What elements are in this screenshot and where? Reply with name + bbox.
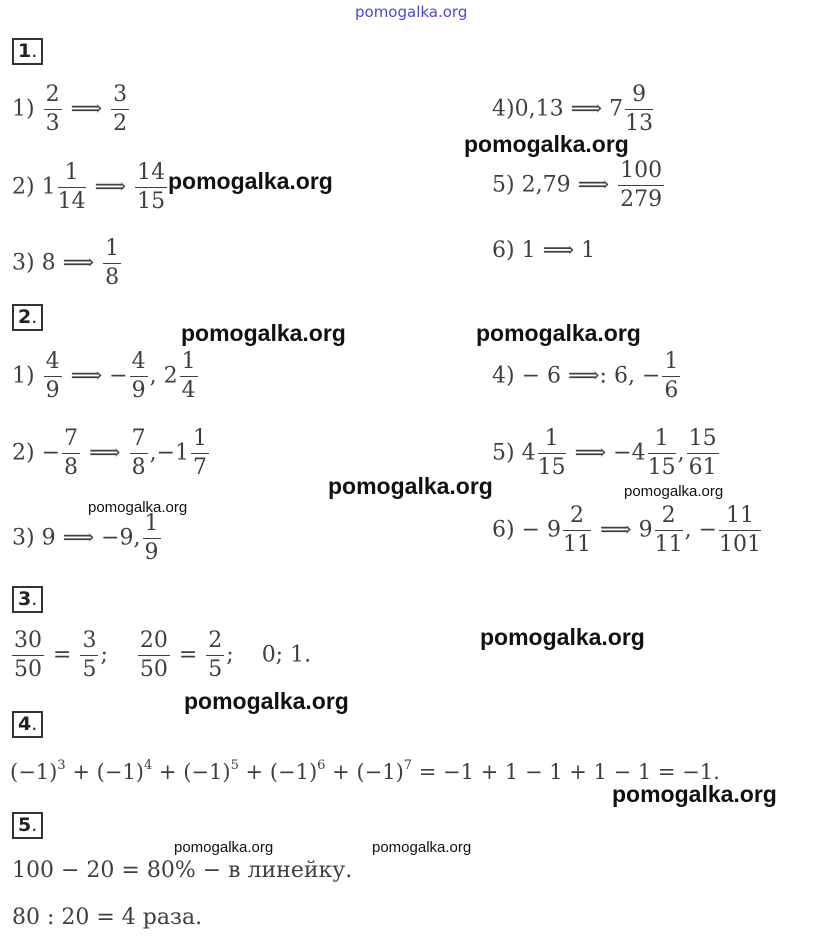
task-3-expression: $\frac{30}{50}$ = $\frac{3}{5}$ ; $\frac{20}{50}$ = $\frac{2}{5}$ ; 0; 1. <box>14 628 312 682</box>
task-1-item-4: 4)0,13 ⟹ 7 $\frac{9}{13}$ <box>492 82 654 136</box>
watermark: pomogalka.org <box>480 624 645 650</box>
watermark: pomogalka.org <box>612 781 777 807</box>
task-5-line-1: 100 − 20 = 80% − в линейку. <box>12 858 353 883</box>
task-2-item-2: 2) − $\frac{7}{8}$ ⟹ $\frac{7}{8}$ ,−1 $\frac{1}{7}$ <box>12 426 208 480</box>
task-2-item-4: 4) − 6 ⟹: 6, − $\frac{1}{6}$ <box>492 349 679 403</box>
task-2-label: 2. <box>12 304 43 331</box>
task-5-line-2: 80 : 20 = 4 раза. <box>12 905 203 930</box>
task-1-item-5: 5) 2,79 ⟹ $\frac{100}{279}$ <box>492 158 663 212</box>
task-2-item-6: 6) − 9 $\frac{2}{11}$ ⟹ 9 $\frac{2}{11}$ , − $\frac{11}{101}$ <box>492 503 761 557</box>
task-2-item-5: 5) 4 $\frac{1}{15}$ ⟹ −4 $\frac{1}{15}$ , $\frac{15}{61}$ <box>492 426 717 480</box>
task-2-item-3: 3) 9 ⟹ −9, $\frac{1}{9}$ <box>12 511 159 565</box>
watermark: pomogalka.org <box>181 320 346 346</box>
watermark: pomogalka.org <box>184 688 349 714</box>
watermark: pomogalka.org <box>174 839 274 856</box>
watermark: pomogalka.org <box>328 473 493 499</box>
watermark: pomogalka.org <box>624 483 724 500</box>
watermark: pomogalka.org <box>476 320 641 346</box>
task-3-label: 3. <box>12 586 43 613</box>
task-4-expression: $(-1)^3 + (-1)^4 + (-1)^5 + (-1)^6 + (-1)^7 = -1 + 1 - 1 + 1 - 1 = -1$. <box>10 758 720 784</box>
watermark: pomogalka.org <box>168 168 333 194</box>
header-watermark: pomogalka.org <box>355 3 468 21</box>
task-1-item-6: 6) 1 ⟹ 1 <box>492 238 596 263</box>
task-1-item-1: 1) $\frac{2}{3}$ ⟹ $\frac{3}{2}$ <box>12 82 128 136</box>
task-1-label: 1. <box>12 38 43 65</box>
watermark: pomogalka.org <box>372 839 472 856</box>
task-5-label: 5. <box>12 812 43 839</box>
watermark: pomogalka.org <box>464 131 629 157</box>
task-2-item-1: 1) $\frac{4}{9}$ ⟹ − $\frac{4}{9}$ , 2 $\frac{1}{4}$ <box>12 349 196 403</box>
watermark: pomogalka.org <box>88 499 188 516</box>
task-1-item-3: 3) 8 ⟹ $\frac{1}{8}$ <box>12 236 120 290</box>
task-1-item-2: 2) 1 $\frac{1}{14}$ ⟹ $\frac{14}{15}$ <box>12 160 166 214</box>
task-4-label: 4. <box>12 711 43 738</box>
